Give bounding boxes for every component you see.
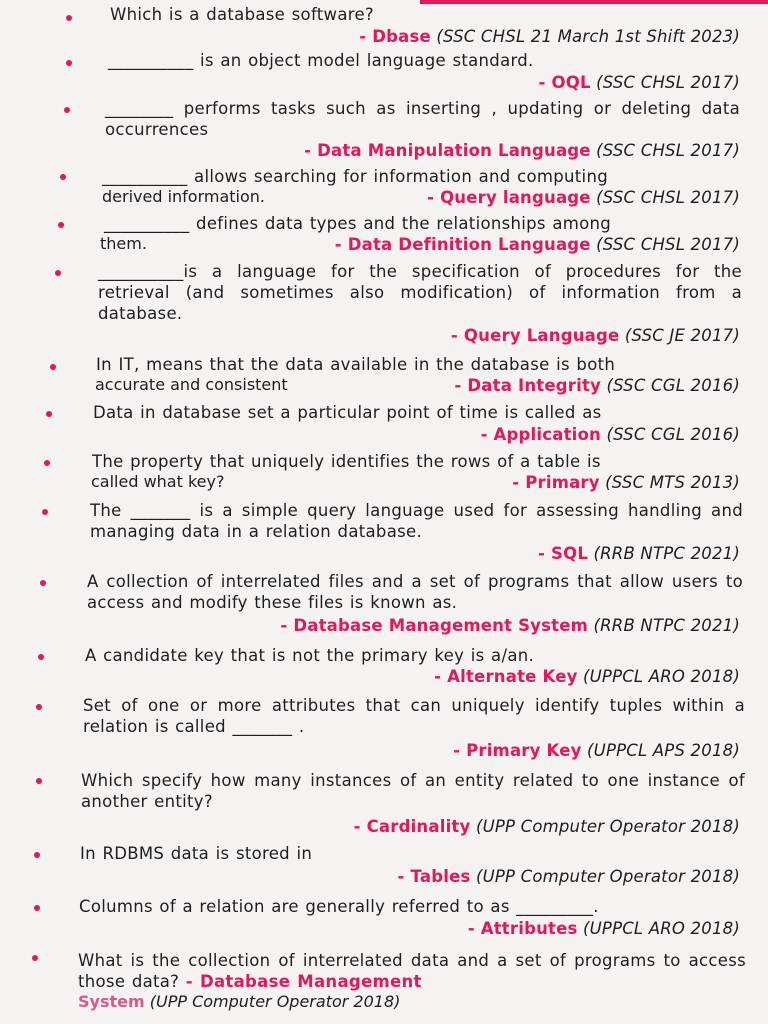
source-text: (SSC CHSL 2017) xyxy=(596,141,740,160)
question-text: A collection of interrelated files and a set of programs that allow users to access and modify these files is known as. xyxy=(87,572,750,612)
answer-line xyxy=(539,72,740,93)
answer-text: - Primary xyxy=(512,473,600,492)
question-text: __________ allows searching for information and computing xyxy=(102,167,608,186)
bullet-dot xyxy=(38,654,44,660)
source-text: (UPP Computer Operator 2018) xyxy=(149,992,401,1011)
bullet-dot xyxy=(44,460,50,466)
question-text: Which specify how many instances of an entity related to one instance of another entity? xyxy=(81,771,752,811)
bullet-dot xyxy=(42,509,48,515)
answer-text: - Query language xyxy=(427,188,591,207)
source-text: (UPPCL ARO 2018) xyxy=(583,667,740,686)
question-text: The _______ is a simple query language used for assessing handling and managing data in a relation database. xyxy=(90,501,750,541)
bullet-dot xyxy=(32,955,38,961)
answer-text: - Attributes xyxy=(467,919,578,938)
answer-text: - SQL xyxy=(538,544,589,563)
source-text: (SSC MTS 2013) xyxy=(605,473,740,492)
question-tail xyxy=(100,234,147,253)
bullet-dot xyxy=(58,222,64,228)
question-text: Columns of a relation are generally referred to as _________. xyxy=(79,897,599,916)
bullet-dot xyxy=(34,905,40,911)
question-text-2: them. xyxy=(100,234,147,253)
answer-text: - Database Management xyxy=(185,972,422,991)
bullet-dot xyxy=(34,852,40,858)
answer-line xyxy=(335,234,740,255)
answer-text: - Query Language xyxy=(450,326,620,345)
answer-line xyxy=(434,666,740,687)
question-text: The property that uniquely identifies the rows of a table is xyxy=(92,452,601,471)
answer-text: - Data Definition Language xyxy=(334,235,591,254)
source-text: (UPP Computer Operator 2018) xyxy=(475,867,740,886)
source-text: (SSC CHSL 21 March 1st Shift 2023) xyxy=(436,27,740,46)
answer-text: - Database Management System xyxy=(280,616,589,635)
question-text: __________is a language for the specification of procedures for the retrieval (and sometimes also modification) of information from a database. xyxy=(98,262,749,323)
answer-line xyxy=(359,26,740,47)
question-text-2: called what key? xyxy=(91,472,225,491)
source-text: (UPPCL APS 2018) xyxy=(587,741,740,760)
answer-text: - Application xyxy=(480,425,601,444)
answer-text-2: System xyxy=(78,992,145,1011)
source-text: (SSC CGL 2016) xyxy=(606,376,740,395)
question-text-part: What is the collection of interrelated data and a set of programs to access those data? xyxy=(78,951,753,991)
source-text: (RRB NTPC 2021) xyxy=(593,544,740,563)
answer-line xyxy=(454,375,740,396)
bullet-dot xyxy=(60,174,66,180)
answer-line xyxy=(481,424,740,445)
bullet-dot xyxy=(66,15,72,21)
bullet-dot xyxy=(36,704,42,710)
question-tail xyxy=(102,187,265,206)
answer-line xyxy=(468,918,740,939)
bullet-dot xyxy=(66,60,72,66)
answer-line xyxy=(354,816,740,837)
question-text xyxy=(78,950,753,992)
question-text-2: derived information. xyxy=(102,187,266,206)
question-text: In IT, means that the data available in the database is both xyxy=(96,355,616,374)
bullet-dot xyxy=(40,580,46,586)
source-text: (SSC CHSL 2017) xyxy=(596,235,740,254)
answer-line xyxy=(453,740,740,761)
question-text: __________ is an object model language standard. xyxy=(108,51,534,70)
question-tail xyxy=(78,992,400,1011)
question-text: Set of one or more attributes that can uniquely identify tuples within a relation is called _______ . xyxy=(83,696,752,736)
question-tail xyxy=(95,375,288,394)
bullet-dot xyxy=(46,411,52,417)
answer-text: - Data Manipulation Language xyxy=(304,141,591,160)
answer-line xyxy=(512,472,740,493)
answer-text: - Data Integrity xyxy=(454,376,601,395)
answer-line xyxy=(451,325,740,346)
bullet-dot xyxy=(36,778,42,784)
source-text: (SSC CGL 2016) xyxy=(606,425,740,444)
answer-line xyxy=(304,140,740,161)
question-text: In RDBMS data is stored in xyxy=(80,844,313,863)
answer-text: - Primary Key xyxy=(453,741,582,760)
question-text: Data in database set a particular point of time is called as xyxy=(93,403,602,422)
source-text: (SSC CHSL 2017) xyxy=(596,73,740,92)
question-text-2: accurate and consistent xyxy=(95,375,288,394)
question-text: ________ performs tasks such as inserting , updating or deleting data occurrences xyxy=(105,99,747,139)
answer-text: - OQL xyxy=(538,73,591,92)
source-text: (UPPCL ARO 2018) xyxy=(583,919,740,938)
bullet-dot xyxy=(50,364,56,370)
answer-text: - Tables xyxy=(397,867,471,886)
question-text: __________ defines data types and the relationships among xyxy=(104,214,612,233)
question-text: A candidate key that is not the primary key is a/an. xyxy=(85,646,535,665)
answer-text: - Alternate Key xyxy=(434,667,578,686)
answer-text: - Dbase xyxy=(359,27,431,46)
bullet-dot xyxy=(55,270,61,276)
answer-text: - Cardinality xyxy=(353,817,471,836)
source-text: (RRB NTPC 2021) xyxy=(593,616,740,635)
bullet-dot xyxy=(64,107,70,113)
source-text: (SSC JE 2017) xyxy=(624,326,740,345)
source-text: (UPP Computer Operator 2018) xyxy=(475,817,740,836)
answer-line xyxy=(427,187,740,208)
question-text: Which is a database software? xyxy=(110,5,374,24)
question-tail xyxy=(91,472,224,491)
answer-line xyxy=(538,543,740,564)
answer-line xyxy=(280,615,740,636)
source-text: (SSC CHSL 2017) xyxy=(596,188,740,207)
answer-line xyxy=(398,866,740,887)
